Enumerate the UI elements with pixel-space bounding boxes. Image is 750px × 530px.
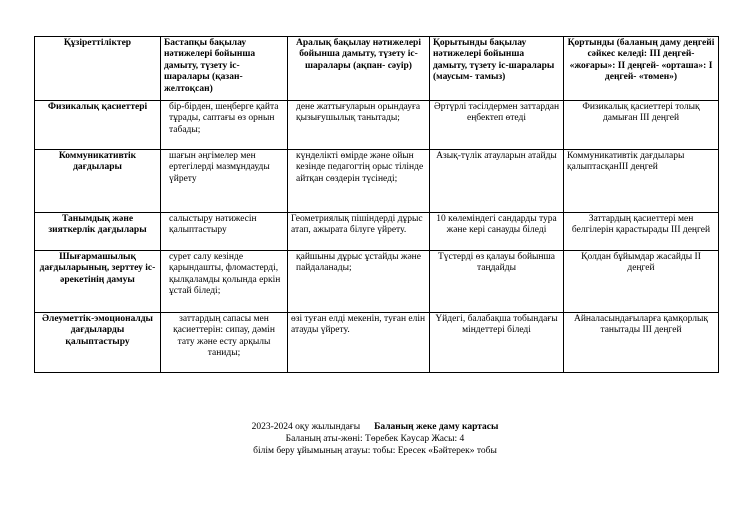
competency-name: Шығармашылық дағдыларының, зерттеу іс-әрекетінің дамуы	[35, 251, 161, 313]
final-measure: Түстерді өз қалауы бойынша таңдайды	[430, 251, 564, 313]
initial-measure: шағын әңгімелер мен ертегілерді мазмұндауды үйрету	[161, 150, 288, 213]
header-initial: Бастапқы бақылау нәтижелері бойынша дамыту, түзету іс-шаралары (қазан- желтоқсан)	[161, 37, 288, 101]
interim-measure: дене жаттығуларын орындауға қызығушылық танытады;	[288, 101, 430, 150]
result-level: Заттардың қасиеттері мен белгілерін қарастырады ІІІ деңгей	[564, 213, 719, 251]
initial-measure: заттардың сапасы мен қасиеттерін: сипау, дәмін тату және есту арқылы таниды;	[161, 313, 288, 373]
development-table	[34, 36, 719, 373]
organization-info: білім беру ұйымының атауы: тобы: Ересек «Бәйтерек» тобы	[253, 446, 497, 456]
competency-name: Танымдық және зияткерлік дағдылары	[35, 213, 161, 251]
child-info: Баланың аты-жөні: Төребек Кәусар Жасы: 4	[285, 434, 465, 444]
table-row	[35, 101, 719, 150]
interim-measure: күнделікті өмірде және ойын кезінде педагогтің орыс тілінде айтқан сөздерін түсінеді;	[288, 150, 430, 213]
card-title: Баланың жеке даму картасы	[374, 422, 499, 432]
competency-name: Әлеуметтік-эмоционалды дағдыларды қалыптастыру	[35, 313, 161, 373]
result-level: Физикалық қасиеттері толық дамыған ІІІ деңгей	[564, 101, 719, 150]
header-interim: Аралық бақылау нәтижелері бойынша дамыту, түзету іс-шаралары (ақпан- сәуір)	[288, 37, 430, 101]
result-level: Қолдан бұйымдар жасайды ІІ деңгей	[564, 251, 719, 313]
initial-measure: сурет салу кезінде қарындашты, фломастерді, қылқаламды қолында еркін ұстай біледі;	[161, 251, 288, 313]
final-measure: Азық-түлік атауларын атайды	[430, 150, 564, 213]
table-row	[35, 313, 719, 373]
header-competencies: Құзіреттіліктер	[35, 37, 161, 101]
final-measure: Үйдегі, балабақша тобындағы міндеттері біледі	[430, 313, 564, 373]
result-level: Айналасындағыларға қамқорлық танытады ІІІ деңгей	[564, 313, 719, 373]
table-row	[35, 213, 719, 251]
competency-name: Физикалық қасиеттері	[35, 101, 161, 150]
initial-measure: салыстыру нәтижесін қалыптастыру	[161, 213, 288, 251]
initial-measure: бір-бірден, шеңберге қайта тұрады, саптағы өз орнын табады;	[161, 101, 288, 150]
interim-measure: қайшыны дұрыс ұстайды және пайдаланады;	[288, 251, 430, 313]
result-level: Коммуникативтік дағдылары қалыптасқанІІІ деңгей	[564, 150, 719, 213]
competency-name: Коммуникативтік дағдылары	[35, 150, 161, 213]
academic-year: 2023-2024 оқу жылындағы	[251, 422, 361, 432]
card-title-line	[0, 422, 750, 433]
final-measure: 10 көлеміндегі сандарды тура және кері санауды біледі	[430, 213, 564, 251]
table-row	[35, 150, 719, 213]
table-row	[35, 251, 719, 313]
header-row	[35, 37, 719, 101]
interim-measure: Геометриялық пішіндерді дұрыс атап, ажырата білуге үйрету.	[288, 213, 430, 251]
interim-measure: өзі туған елді мекенін, туған елін атауды үйрету.	[288, 313, 430, 373]
header-result: Қортынды (баланың даму деңгейі сәйкес келеді: ІІІ деңгей- «жоғары»: ІІ деңгей- «орташа»: І деңгей- «төмен»)	[564, 37, 719, 101]
final-measure: Әртүрлі тәсілдермен заттардан еңбектеп өтеді	[430, 101, 564, 150]
header-final: Қорытынды бақылау нәтижелері бойынша дамыту, түзету іс-шаралары (маусым- тамыз)	[430, 37, 564, 101]
